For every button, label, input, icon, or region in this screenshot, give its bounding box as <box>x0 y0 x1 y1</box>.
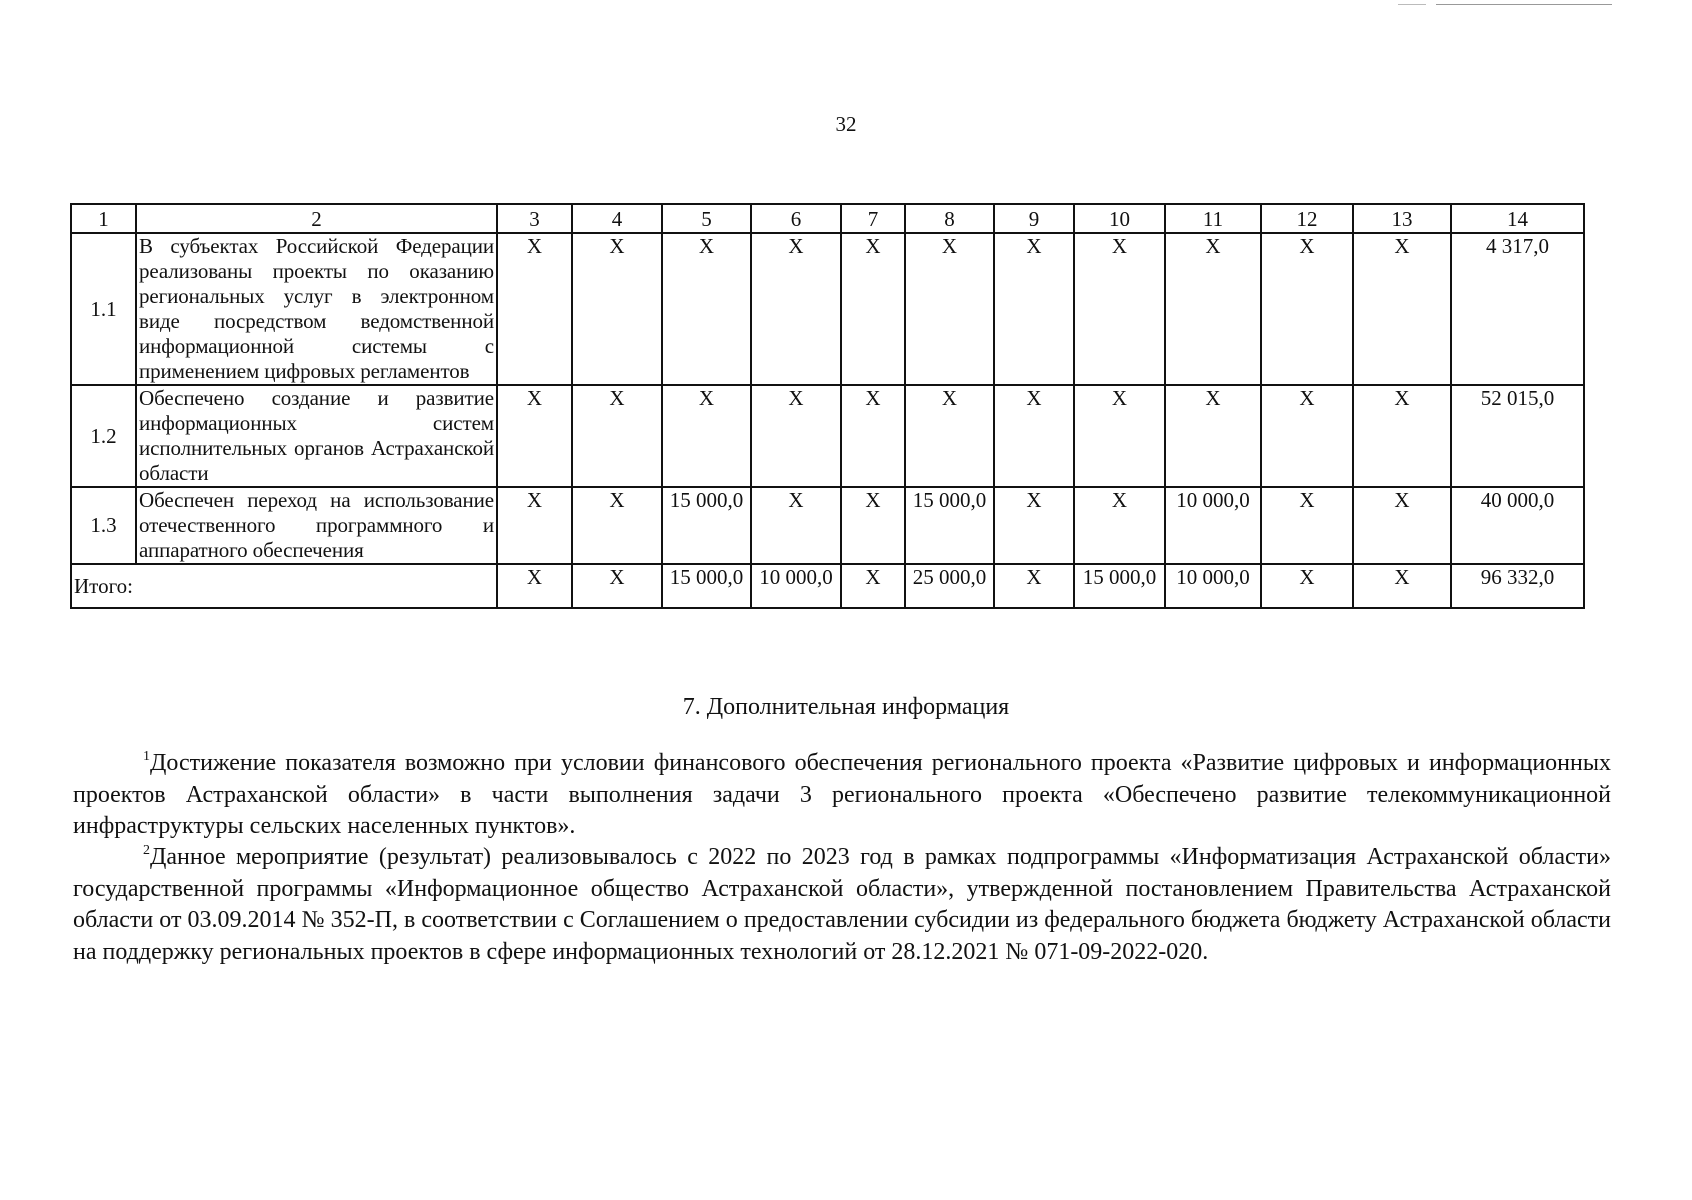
table-cell: Х <box>1074 385 1165 487</box>
table-cell: Х <box>994 487 1074 564</box>
table-row <box>71 487 1584 564</box>
total-cell: 10 000,0 <box>1165 564 1261 608</box>
row-number: 1.1 <box>71 233 136 385</box>
column-header: 12 <box>1261 204 1353 233</box>
table-cell: 15 000,0 <box>905 487 994 564</box>
table-cell: Х <box>572 385 662 487</box>
total-cell: Х <box>1261 564 1353 608</box>
total-cell: Х <box>994 564 1074 608</box>
footnote-1 <box>73 748 1611 843</box>
footnote-text: Достижение показателя возможно при условии финансового обеспечения регионального проекта «Развитие цифровых и информационных проектов Астраханской области» в части выполнения задачи 3 регионального проекта «Обеспечено развитие телекоммуникационной инфраструктуры сельских населенных пунктов». <box>73 750 1611 839</box>
total-cell: Х <box>572 564 662 608</box>
table-cell: Х <box>1074 487 1165 564</box>
row-description: Обеспечен переход на использование отечественного программного и аппаратного обеспечения <box>136 487 497 564</box>
column-header: 14 <box>1451 204 1584 233</box>
column-header: 2 <box>136 204 497 233</box>
table-cell: Х <box>1165 233 1261 385</box>
column-header: 13 <box>1353 204 1451 233</box>
total-cell: 25 000,0 <box>905 564 994 608</box>
table-total-row <box>71 564 1584 608</box>
table-cell: Х <box>1261 385 1353 487</box>
table-cell: Х <box>1261 487 1353 564</box>
table-cell: Х <box>1074 233 1165 385</box>
grand-total-cell: 96 332,0 <box>1451 564 1584 608</box>
column-header: 10 <box>1074 204 1165 233</box>
row-description: Обеспечено создание и развитие информационных систем исполнительных органов Астраханской области <box>136 385 497 487</box>
total-cell: Х <box>497 564 572 608</box>
table-cell: Х <box>662 233 751 385</box>
table-header-row <box>71 204 1584 233</box>
page-number: 32 <box>835 112 857 136</box>
table-row <box>71 233 1584 385</box>
table-cell: Х <box>497 233 572 385</box>
table-cell: Х <box>1353 233 1451 385</box>
table-cell: Х <box>572 233 662 385</box>
table-cell: Х <box>751 233 841 385</box>
table-cell: Х <box>662 385 751 487</box>
column-header: 9 <box>994 204 1074 233</box>
table-cell: Х <box>1353 487 1451 564</box>
scan-mark <box>1436 4 1612 5</box>
footnote-text: Данное мероприятие (результат) реализовывалось с 2022 по 2023 год в рамках подпрограммы «Информатизация Астраханской области» государственной программы «Информационное общество Астраханской области», утвержденной постановлением Правительства Астраханской области от 03.09.2014 № 352-П, в соответствии с Соглашением о предоставлении субсидии из федерального бюджета бюджету Астраханской области на поддержку региональных проектов в сфере информационных технологий от 28.12.2021 № 071-09-2022-020. <box>73 844 1611 965</box>
table-cell: Х <box>751 487 841 564</box>
budget-table-container <box>70 203 1585 609</box>
total-cell: 15 000,0 <box>662 564 751 608</box>
table-cell: Х <box>497 487 572 564</box>
footnote-marker: 2 <box>143 843 150 858</box>
footnote-marker: 1 <box>143 749 150 764</box>
table-cell: 10 000,0 <box>1165 487 1261 564</box>
row-description: В субъектах Российской Федерации реализованы проекты по оказанию региональных услуг в электронном виде посредством ведомственной информационной системы с применением цифровых регламентов <box>136 233 497 385</box>
total-cell: Х <box>1353 564 1451 608</box>
total-cell: 15 000,0 <box>1074 564 1165 608</box>
row-total-cell: 4 317,0 <box>1451 233 1584 385</box>
table-cell: Х <box>497 385 572 487</box>
scan-mark <box>1398 4 1426 5</box>
table-cell: Х <box>905 385 994 487</box>
budget-table <box>70 203 1585 609</box>
row-number: 1.2 <box>71 385 136 487</box>
total-cell: 10 000,0 <box>751 564 841 608</box>
table-cell: Х <box>1165 385 1261 487</box>
column-header: 6 <box>751 204 841 233</box>
section-title: 7. Дополнительная информация <box>682 694 1010 720</box>
total-cell: Х <box>841 564 905 608</box>
column-header: 4 <box>572 204 662 233</box>
table-cell: Х <box>1353 385 1451 487</box>
table-cell: Х <box>994 233 1074 385</box>
table-row <box>71 385 1584 487</box>
table-cell: Х <box>572 487 662 564</box>
table-cell: 15 000,0 <box>662 487 751 564</box>
column-header: 5 <box>662 204 751 233</box>
table-cell: Х <box>841 385 905 487</box>
table-cell: Х <box>994 385 1074 487</box>
column-header: 1 <box>71 204 136 233</box>
footnote-2 <box>73 842 1611 968</box>
row-total-cell: 40 000,0 <box>1451 487 1584 564</box>
table-cell: Х <box>841 233 905 385</box>
table-cell: Х <box>841 487 905 564</box>
table-cell: Х <box>1261 233 1353 385</box>
row-number: 1.3 <box>71 487 136 564</box>
column-header: 8 <box>905 204 994 233</box>
column-header: 11 <box>1165 204 1261 233</box>
total-label: Итого: <box>71 564 497 608</box>
table-cell: Х <box>751 385 841 487</box>
row-total-cell: 52 015,0 <box>1451 385 1584 487</box>
column-header: 7 <box>841 204 905 233</box>
table-cell: Х <box>905 233 994 385</box>
column-header: 3 <box>497 204 572 233</box>
